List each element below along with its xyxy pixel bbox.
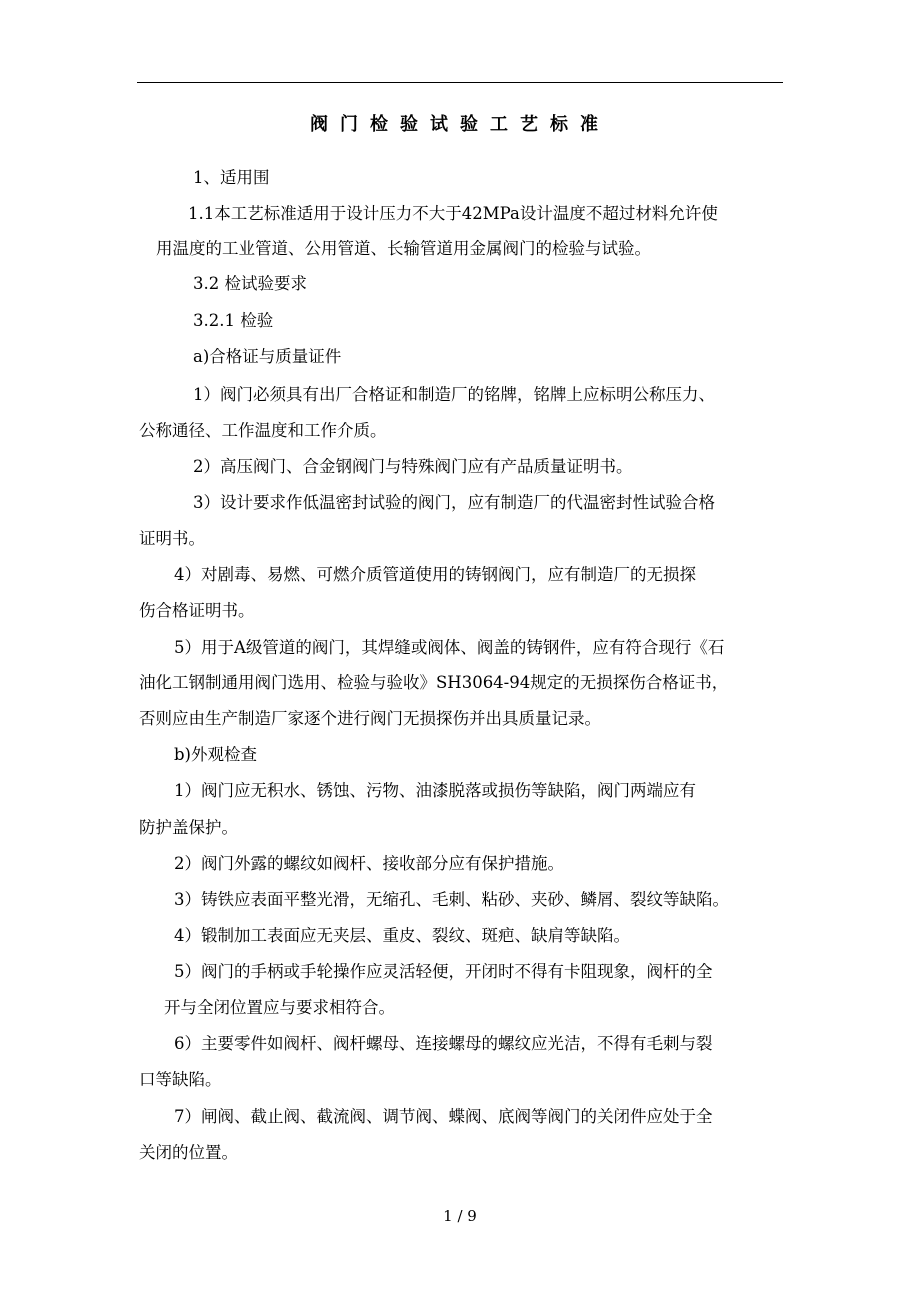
text-line: 证明书。 — [139, 529, 205, 548]
document-title: 阀门检验试验工艺标准 — [310, 114, 610, 135]
text-line: 2）阀门外露的螺纹如阀杆、接收部分应有保护措施。 — [174, 854, 564, 873]
text-line: 6）主要零件如阀杆、阀杆螺母、连接螺母的螺纹应光洁，不得有毛刺与裂 — [174, 1034, 713, 1053]
text-line: 口等缺陷。 — [139, 1070, 222, 1089]
text-line: 3.2 检试验要求 — [193, 274, 307, 293]
text-line: a)合格证与质量证件 — [193, 347, 342, 366]
text-line: 伤合格证明书。 — [139, 601, 255, 620]
text-line: 1）阀门必须具有出厂合格证和制造厂的铭牌，铭牌上应标明公称压力、 — [193, 385, 715, 404]
text-line: 开与全闭位置应与要求相符合。 — [164, 998, 395, 1017]
text-line: 1.1本工艺标准适用于设计压力不大于42MPa设计温度不超过材料允许使 — [188, 204, 718, 223]
text-line: 4）对剧毒、易燃、可燃介质管道使用的铸钢阀门，应有制造厂的无损探 — [174, 565, 696, 584]
text-line: 2）高压阀门、合金钢阀门与特殊阀门应有产品质量证明书。 — [193, 457, 633, 476]
header-rule — [137, 82, 783, 83]
text-line: 3）设计要求作低温密封试验的阀门，应有制造厂的代温密封性试验合格 — [193, 493, 715, 512]
page-number: 1 / 9 — [443, 1207, 477, 1225]
text-line: 公称通径、工作温度和工作介质。 — [139, 421, 387, 440]
text-line: 1、适用围 — [193, 168, 270, 187]
text-line: 关闭的位置。 — [139, 1143, 238, 1162]
text-line: 5）用于A级管道的阀门，其焊缝或阀体、阀盖的铸钢件，应有符合现行《石 — [174, 638, 725, 657]
text-line: b)外观检查 — [174, 745, 257, 764]
text-line: 防护盖保护。 — [139, 818, 238, 837]
text-line: 用温度的工业管道、公用管道、长输管道用金属阀门的检验与试验。 — [156, 239, 651, 258]
text-line: 否则应由生产制造厂家逐个进行阀门无损探伤并出具质量记录。 — [139, 709, 601, 728]
text-line: 5）阀门的手柄或手轮操作应灵活轻便，开闭时不得有卡阻现象，阀杆的全 — [174, 962, 713, 981]
text-line: 4）锻制加工表面应无夹层、重皮、裂纹、斑疤、缺肩等缺陷。 — [174, 926, 630, 945]
text-line: 3.2.1 检验 — [193, 311, 274, 330]
text-line: 油化工钢制通用阀门选用、检验与验收》SH3064-94规定的无损探伤合格证书， — [139, 673, 729, 692]
text-line: 3）铸铁应表面平整光滑，无缩孔、毛刺、粘砂、夹砂、鳞屑、裂纹等缺陷。 — [174, 890, 729, 909]
text-line: 1）阀门应无积水、锈蚀、污物、油漆脱落或损伤等缺陷，阀门两端应有 — [174, 781, 696, 800]
text-line: 7）闸阀、截止阀、截流阀、调节阀、蝶阀、底阀等阀门的关闭件应处于全 — [174, 1107, 713, 1126]
